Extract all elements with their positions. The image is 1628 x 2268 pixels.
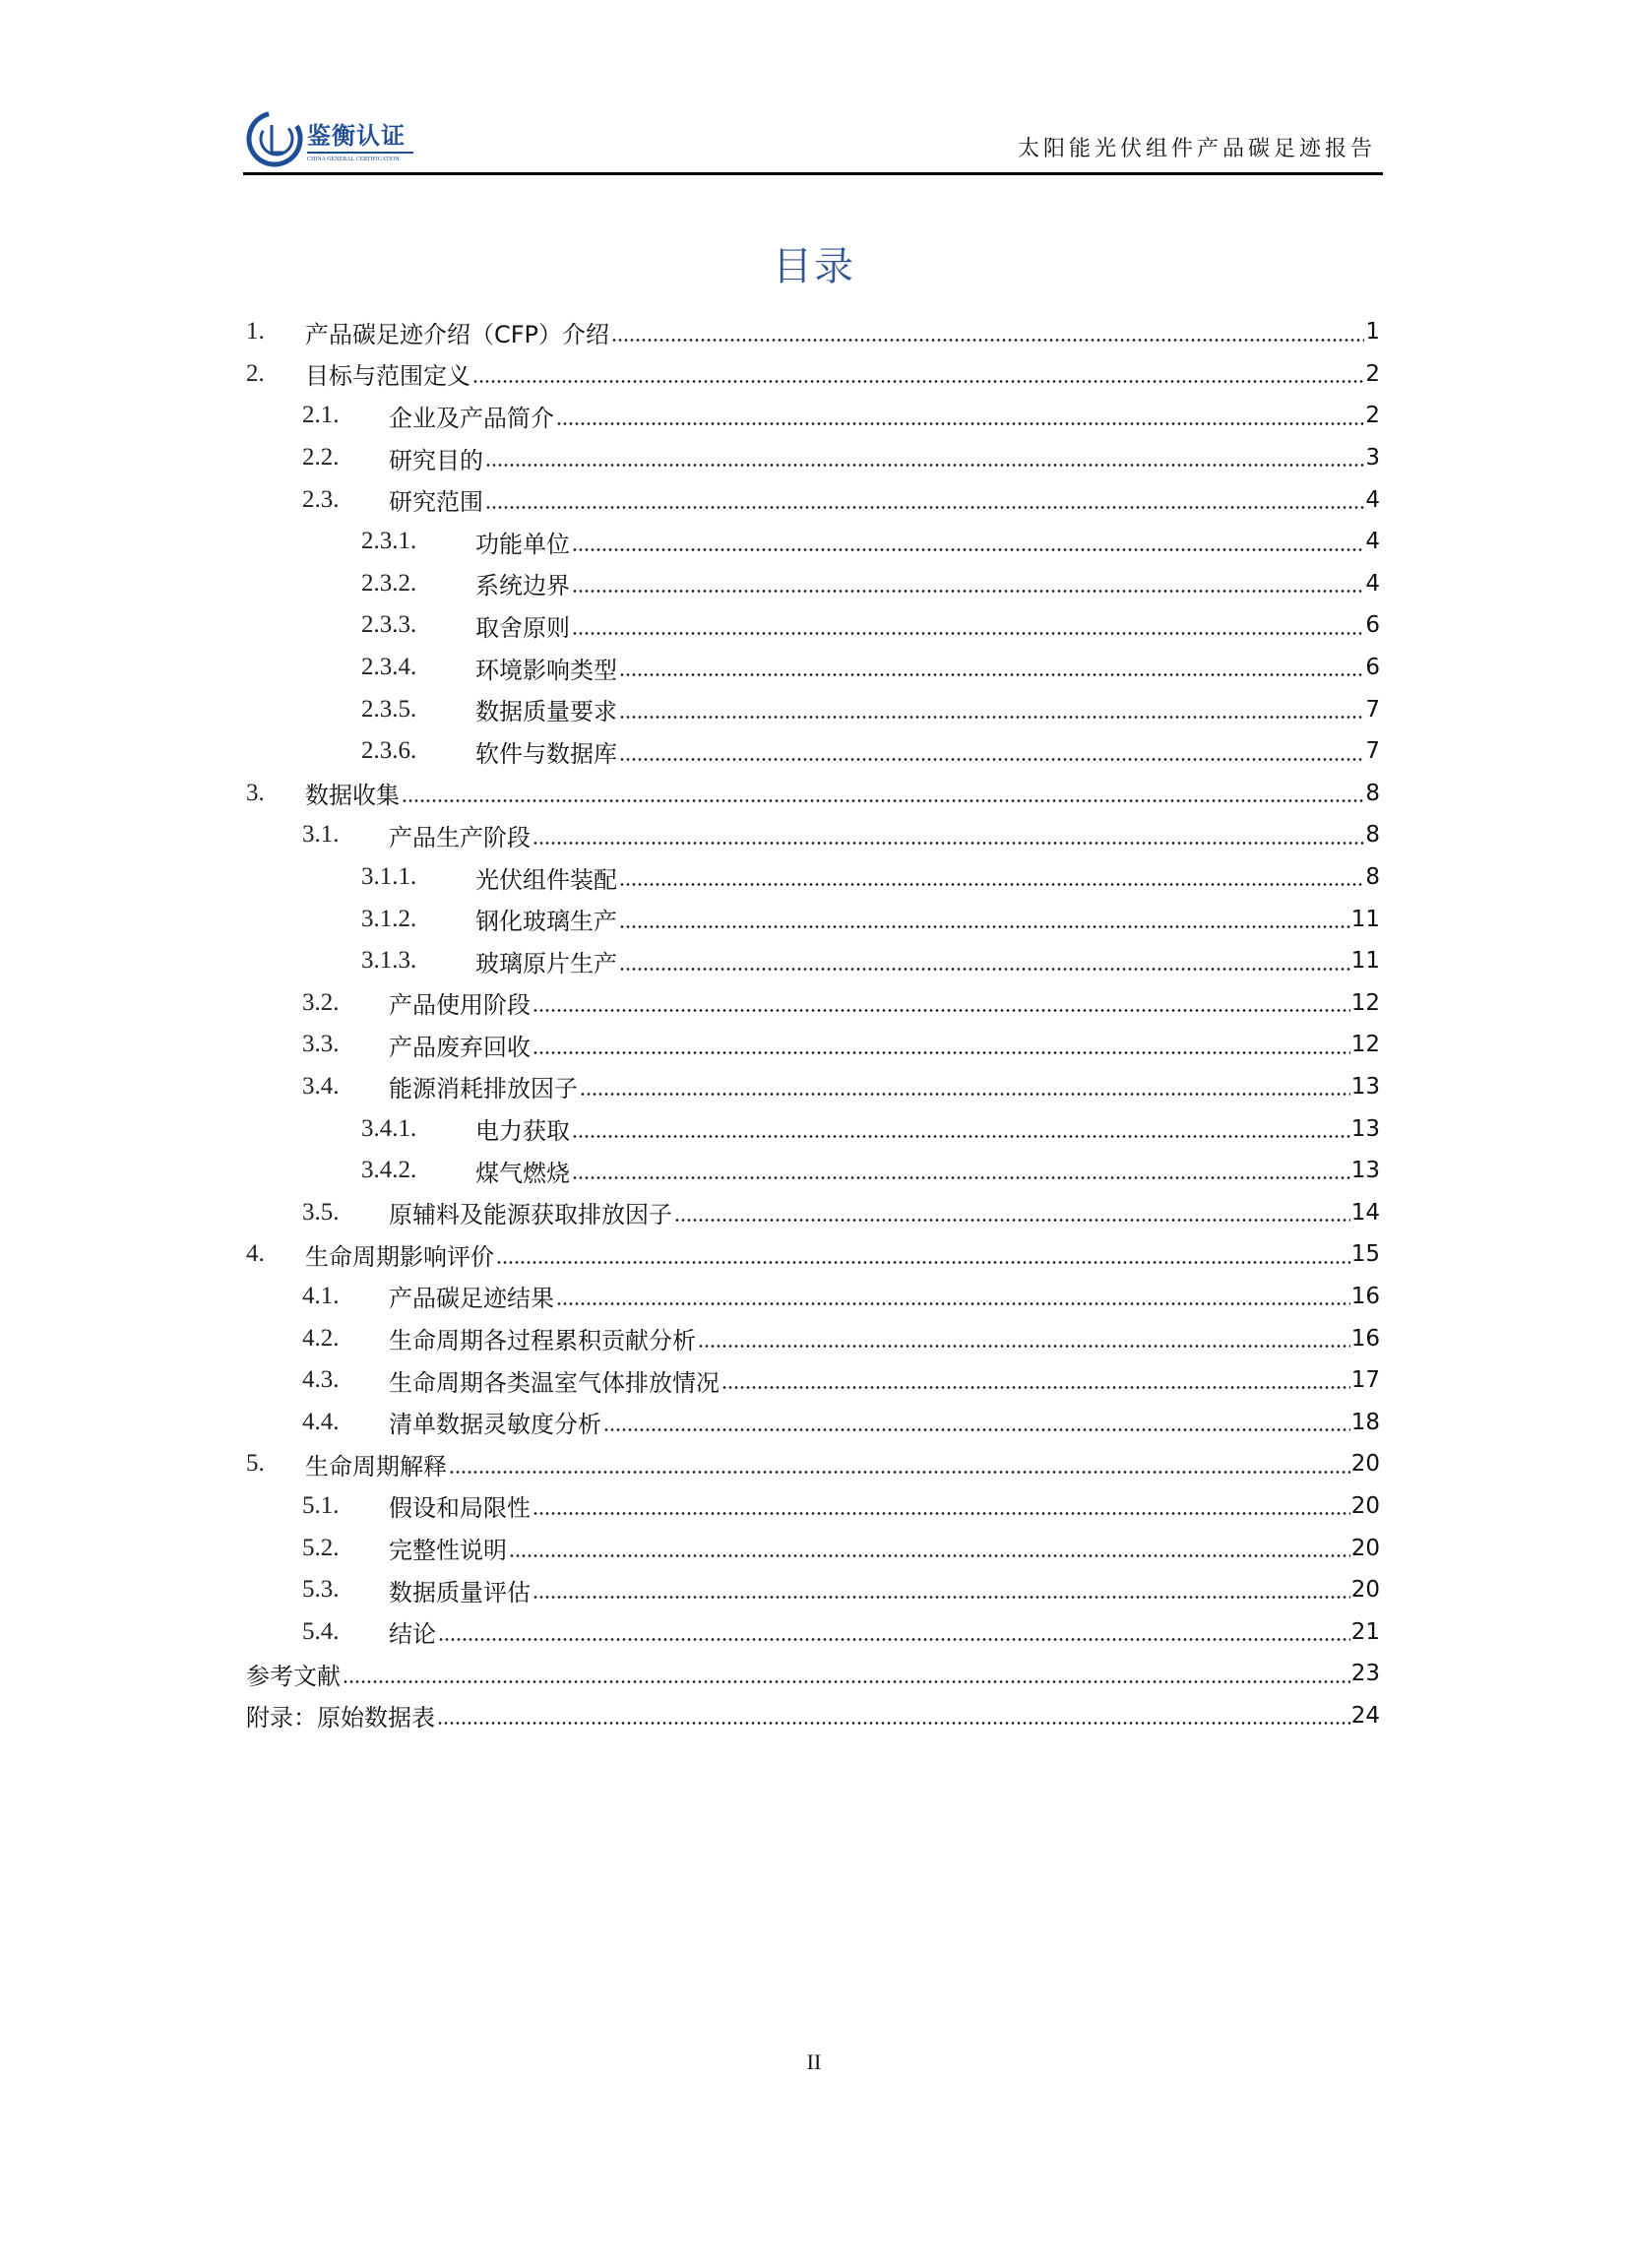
- toc-entry-number: 2.3.1.: [361, 528, 417, 555]
- page-number: II: [806, 2049, 822, 2074]
- toc-entry-link[interactable]: [305, 1443, 1380, 1485]
- logo-underline: [307, 152, 413, 154]
- gc-monogram-icon: [246, 110, 303, 167]
- dot-leader: [619, 647, 1364, 689]
- toc-entry-number: 5.4.: [302, 1617, 340, 1645]
- toc-entry[interactable]: [246, 1443, 1380, 1485]
- toc-entry-link[interactable]: [389, 1066, 1380, 1108]
- toc-entry-number: 3.1.: [302, 821, 340, 849]
- toc-entry-number: 3.4.: [302, 1072, 340, 1100]
- dot-leader: [572, 563, 1364, 605]
- toc-entry-label: 生命周期解释: [305, 1452, 447, 1480]
- toc-entry-link[interactable]: [389, 478, 1380, 521]
- toc-entry-number: 3.2.: [302, 988, 340, 1016]
- toc-entry-label: 玻璃原片生产: [475, 949, 617, 977]
- toc-entry-page: 8: [1365, 864, 1380, 891]
- toc-entry[interactable]: [246, 311, 1380, 353]
- toc-entry-label: 能源消耗排放因子: [389, 1075, 578, 1103]
- toc-entry[interactable]: [246, 730, 1380, 773]
- toc-entry-page: 4: [1365, 570, 1380, 597]
- toc-entry[interactable]: [246, 395, 1380, 437]
- toc-entry-page: 13: [1350, 1158, 1380, 1184]
- toc-entry-link[interactable]: [305, 1233, 1380, 1276]
- toc-entry-link[interactable]: [475, 940, 1380, 982]
- toc-entry[interactable]: [246, 353, 1380, 396]
- toc-entry-page: 11: [1350, 906, 1380, 932]
- toc-entry-link[interactable]: [389, 1527, 1380, 1569]
- toc-entry-number: 2.3.6.: [361, 737, 417, 765]
- toc-entry[interactable]: [246, 1485, 1380, 1528]
- toc-entry[interactable]: [246, 1233, 1380, 1276]
- dot-leader: [572, 604, 1364, 647]
- toc-entry-page: 20: [1350, 1451, 1380, 1478]
- toc-entry[interactable]: [246, 1066, 1380, 1108]
- toc-entry-page: 8: [1365, 780, 1380, 806]
- toc-entry-label: 研究目的: [389, 446, 483, 474]
- dot-leader: [402, 773, 1364, 815]
- toc-entry-label: 原辅料及能源获取排放因子: [389, 1201, 672, 1229]
- toc-entry-number: 3.5.: [302, 1198, 340, 1226]
- toc-entry[interactable]: [246, 521, 1380, 563]
- dot-leader: [532, 1569, 1350, 1611]
- toc-entry-number: 2.3.: [302, 485, 340, 513]
- dot-leader: [619, 688, 1364, 730]
- toc-entry[interactable]: [246, 1276, 1380, 1318]
- toc-entry-label: 数据质量要求: [475, 698, 617, 726]
- dot-leader: [532, 1024, 1350, 1066]
- toc-entry-link[interactable]: [389, 395, 1380, 437]
- toc-entry-page: 13: [1350, 1073, 1380, 1100]
- toc-entry-number: 5.3.: [302, 1576, 340, 1604]
- toc-entry-number: 3.1.1.: [361, 863, 417, 891]
- toc-entry-link[interactable]: [305, 773, 1380, 815]
- toc-entry-label: 完整性说明: [389, 1537, 507, 1565]
- toc-entry-label: 软件与数据库: [475, 739, 617, 768]
- toc-entry[interactable]: [246, 1653, 1380, 1695]
- toc-entry-label: 产品碳足迹介绍（CFP）介绍: [305, 320, 610, 348]
- toc-entry[interactable]: [246, 1150, 1380, 1192]
- toc-entry-number: 2.3.3.: [361, 611, 417, 639]
- toc-entry-link[interactable]: [475, 521, 1380, 563]
- toc-entry-label: 企业及产品简介: [389, 404, 554, 432]
- toc-entry-number: 4.3.: [302, 1366, 340, 1394]
- dot-leader: [619, 898, 1350, 940]
- dot-leader: [472, 353, 1364, 396]
- company-logo: [246, 110, 418, 169]
- toc-entry-label: 电力获取: [475, 1117, 570, 1146]
- toc-entry-page: 17: [1350, 1367, 1380, 1394]
- toc-entry-label: 目标与范围定义: [305, 362, 470, 391]
- dot-leader: [509, 1527, 1350, 1569]
- toc-entry-page: 16: [1350, 1325, 1380, 1352]
- toc-entry[interactable]: [246, 647, 1380, 689]
- dot-leader: [556, 1276, 1350, 1318]
- toc-entry-number: 3.1.2.: [361, 905, 417, 932]
- toc-entry-number: 2.2.: [302, 444, 340, 472]
- toc-entry-label: 产品生产阶段: [389, 823, 531, 851]
- dot-leader: [532, 1485, 1350, 1528]
- toc-entry-link[interactable]: [389, 1317, 1380, 1359]
- toc-entry[interactable]: [246, 1401, 1380, 1443]
- toc-entry-page: 7: [1365, 696, 1380, 723]
- dot-leader: [437, 1695, 1350, 1737]
- dot-leader: [611, 311, 1364, 353]
- dot-leader: [698, 1317, 1350, 1359]
- toc-entry-page: 23: [1350, 1661, 1380, 1687]
- toc-entry-page: 20: [1350, 1492, 1380, 1519]
- toc-entry-link[interactable]: [389, 1191, 1380, 1233]
- dot-leader: [572, 1107, 1350, 1150]
- toc-entry-page: 6: [1365, 655, 1380, 681]
- toc-entry-page: 15: [1350, 1241, 1380, 1268]
- toc-entry[interactable]: [246, 688, 1380, 730]
- toc-entry-link[interactable]: [475, 1107, 1380, 1150]
- dot-leader: [572, 521, 1364, 563]
- toc-entry[interactable]: [246, 1191, 1380, 1233]
- toc-entry-label: 结论: [389, 1620, 436, 1649]
- dot-leader: [449, 1443, 1350, 1485]
- toc-entry-number: 3.: [246, 779, 265, 806]
- toc-entry-label: 数据质量评估: [389, 1578, 531, 1606]
- toc-entry-number: 3.3.: [302, 1031, 340, 1058]
- toc-entry-label: 数据收集: [305, 782, 400, 810]
- toc-entry-number: 3.4.2.: [361, 1157, 417, 1184]
- dot-leader: [572, 1150, 1350, 1192]
- dot-leader: [532, 814, 1364, 856]
- toc-entry-page: 7: [1365, 738, 1380, 765]
- toc-entry-number: 5.1.: [302, 1491, 340, 1519]
- toc-entry-link[interactable]: [389, 1485, 1380, 1528]
- toc-entry[interactable]: [246, 982, 1380, 1025]
- toc-entry-page: 8: [1365, 822, 1380, 849]
- toc-entry-link[interactable]: [389, 1401, 1380, 1443]
- toc-entry-label: 光伏组件装配: [475, 865, 617, 894]
- toc-entry-link[interactable]: [389, 1610, 1380, 1653]
- toc-entry-number: 2.3.5.: [361, 695, 417, 723]
- toc-entry-page: 2: [1365, 403, 1380, 429]
- toc-title: 目录: [773, 244, 855, 289]
- toc-entry-page: 21: [1350, 1618, 1380, 1645]
- toc-entry-label: 功能单位: [475, 530, 570, 558]
- toc-entry-link[interactable]: [389, 437, 1380, 479]
- toc-entry-link[interactable]: [389, 1569, 1380, 1611]
- toc-entry-link[interactable]: [475, 604, 1380, 647]
- table-of-contents: [246, 311, 1380, 1736]
- toc-entry-page: 4: [1365, 529, 1380, 555]
- toc-entry-number: 5.: [246, 1450, 265, 1478]
- toc-entry-label: 产品碳足迹结果: [389, 1285, 554, 1313]
- toc-entry[interactable]: [246, 1527, 1380, 1569]
- toc-entry-link[interactable]: [246, 1653, 1380, 1695]
- toc-entry-number: 2.1.: [302, 402, 340, 429]
- toc-entry-page: 20: [1350, 1535, 1380, 1561]
- toc-entry-page: 12: [1350, 1032, 1380, 1058]
- toc-entry-number: 4.1.: [302, 1282, 340, 1309]
- toc-entry-number: 2.3.4.: [361, 654, 417, 681]
- dot-leader: [496, 1233, 1350, 1276]
- header-divider: [243, 172, 1383, 175]
- toc-entry[interactable]: [246, 604, 1380, 647]
- toc-entry-page: 13: [1350, 1115, 1380, 1142]
- toc-entry-label: 煤气燃烧: [475, 1159, 570, 1187]
- toc-entry-page: 2: [1365, 360, 1380, 387]
- toc-entry[interactable]: [246, 478, 1380, 521]
- toc-entry-number: 4.: [246, 1240, 265, 1268]
- toc-entry-link[interactable]: [475, 563, 1380, 605]
- dot-leader: [721, 1359, 1350, 1402]
- toc-entry-link[interactable]: [475, 647, 1380, 689]
- toc-entry-link[interactable]: [389, 982, 1380, 1025]
- toc-entry-number: 2.: [246, 359, 265, 387]
- toc-entry[interactable]: [246, 1359, 1380, 1402]
- toc-entry[interactable]: [246, 773, 1380, 815]
- logo-text-cn: 鉴衡认证: [307, 122, 406, 150]
- toc-entry[interactable]: [246, 856, 1380, 899]
- toc-entry[interactable]: [246, 1024, 1380, 1066]
- dot-leader: [485, 437, 1364, 479]
- toc-entry-link[interactable]: [475, 688, 1380, 730]
- dot-leader: [619, 730, 1364, 773]
- toc-entry-label: 产品废弃回收: [389, 1033, 531, 1061]
- toc-entry-number: 2.3.2.: [361, 569, 417, 597]
- toc-entry[interactable]: [246, 1317, 1380, 1359]
- toc-entry-number: 5.2.: [302, 1534, 340, 1561]
- toc-entry-link[interactable]: [475, 730, 1380, 773]
- toc-entry-page: 12: [1350, 989, 1380, 1016]
- dot-leader: [674, 1191, 1350, 1233]
- toc-entry-link[interactable]: [475, 898, 1380, 940]
- toc-entry-link[interactable]: [305, 311, 1380, 353]
- toc-entry-link[interactable]: [305, 353, 1380, 396]
- toc-entry[interactable]: [246, 814, 1380, 856]
- toc-entry-label: 环境影响类型: [475, 656, 617, 684]
- dot-leader: [619, 856, 1364, 899]
- toc-entry-label: 假设和局限性: [389, 1494, 531, 1523]
- toc-entry-page: 3: [1365, 445, 1380, 472]
- toc-entry-page: 14: [1350, 1199, 1380, 1226]
- toc-entry-page: 20: [1350, 1577, 1380, 1604]
- toc-entry-link[interactable]: [475, 1150, 1380, 1192]
- toc-entry-link[interactable]: [389, 1276, 1380, 1318]
- toc-entry[interactable]: [246, 1610, 1380, 1653]
- toc-entry-number: 1.: [246, 318, 265, 346]
- toc-entry-page: 24: [1350, 1702, 1380, 1729]
- dot-leader: [343, 1653, 1350, 1695]
- toc-entry-page: 11: [1350, 948, 1380, 975]
- toc-entry-label: 生命周期影响评价: [305, 1242, 494, 1271]
- toc-entry-label: 生命周期各类温室气体排放情况: [389, 1368, 720, 1397]
- toc-entry-number: 4.2.: [302, 1324, 340, 1352]
- dot-leader: [438, 1610, 1350, 1653]
- toc-entry-number: 3.1.3.: [361, 947, 417, 975]
- toc-entry-label: 生命周期各过程累积贡献分析: [389, 1327, 696, 1355]
- dot-leader: [603, 1401, 1350, 1443]
- toc-entry[interactable]: [246, 940, 1380, 982]
- toc-entry-link[interactable]: [389, 1359, 1380, 1402]
- toc-entry-link[interactable]: [246, 1695, 1380, 1737]
- toc-entry-label: 钢化玻璃生产: [475, 908, 617, 936]
- dot-leader: [580, 1066, 1350, 1108]
- toc-entry-number: 4.4.: [302, 1408, 340, 1435]
- toc-entry-page: 18: [1350, 1409, 1380, 1435]
- toc-entry-label: 清单数据灵敏度分析: [389, 1411, 601, 1439]
- toc-entry-label: 研究范围: [389, 488, 483, 517]
- toc-entry-page: 16: [1350, 1283, 1380, 1309]
- toc-entry-label: 参考文献: [246, 1662, 341, 1690]
- dot-leader: [485, 478, 1364, 521]
- toc-entry[interactable]: [246, 563, 1380, 605]
- toc-entry-number: 3.4.1.: [361, 1114, 417, 1142]
- dot-leader: [556, 395, 1364, 437]
- report-title: 太阳能光伏组件产品碳足迹报告: [1017, 137, 1376, 161]
- toc-entry[interactable]: [246, 898, 1380, 940]
- toc-entry-page: 6: [1365, 612, 1380, 639]
- toc-entry-label: 系统边界: [475, 572, 570, 600]
- toc-entry-link[interactable]: [475, 856, 1380, 899]
- dot-leader: [619, 940, 1350, 982]
- toc-entry[interactable]: [246, 1569, 1380, 1611]
- toc-entry-link[interactable]: [389, 814, 1380, 856]
- dot-leader: [532, 982, 1350, 1025]
- toc-entry-label: 附录：原始数据表: [246, 1704, 435, 1732]
- toc-entry-link[interactable]: [389, 1024, 1380, 1066]
- toc-entry-label: 取舍原则: [475, 613, 570, 642]
- toc-entry[interactable]: [246, 1695, 1380, 1737]
- toc-entry[interactable]: [246, 1107, 1380, 1150]
- toc-entry-page: 4: [1365, 486, 1380, 513]
- toc-entry-page: 1: [1365, 319, 1380, 346]
- logo-text-en: CHINA GENERAL CERTIFICATION: [307, 157, 400, 162]
- toc-entry-label: 产品使用阶段: [389, 991, 531, 1020]
- toc-entry[interactable]: [246, 437, 1380, 479]
